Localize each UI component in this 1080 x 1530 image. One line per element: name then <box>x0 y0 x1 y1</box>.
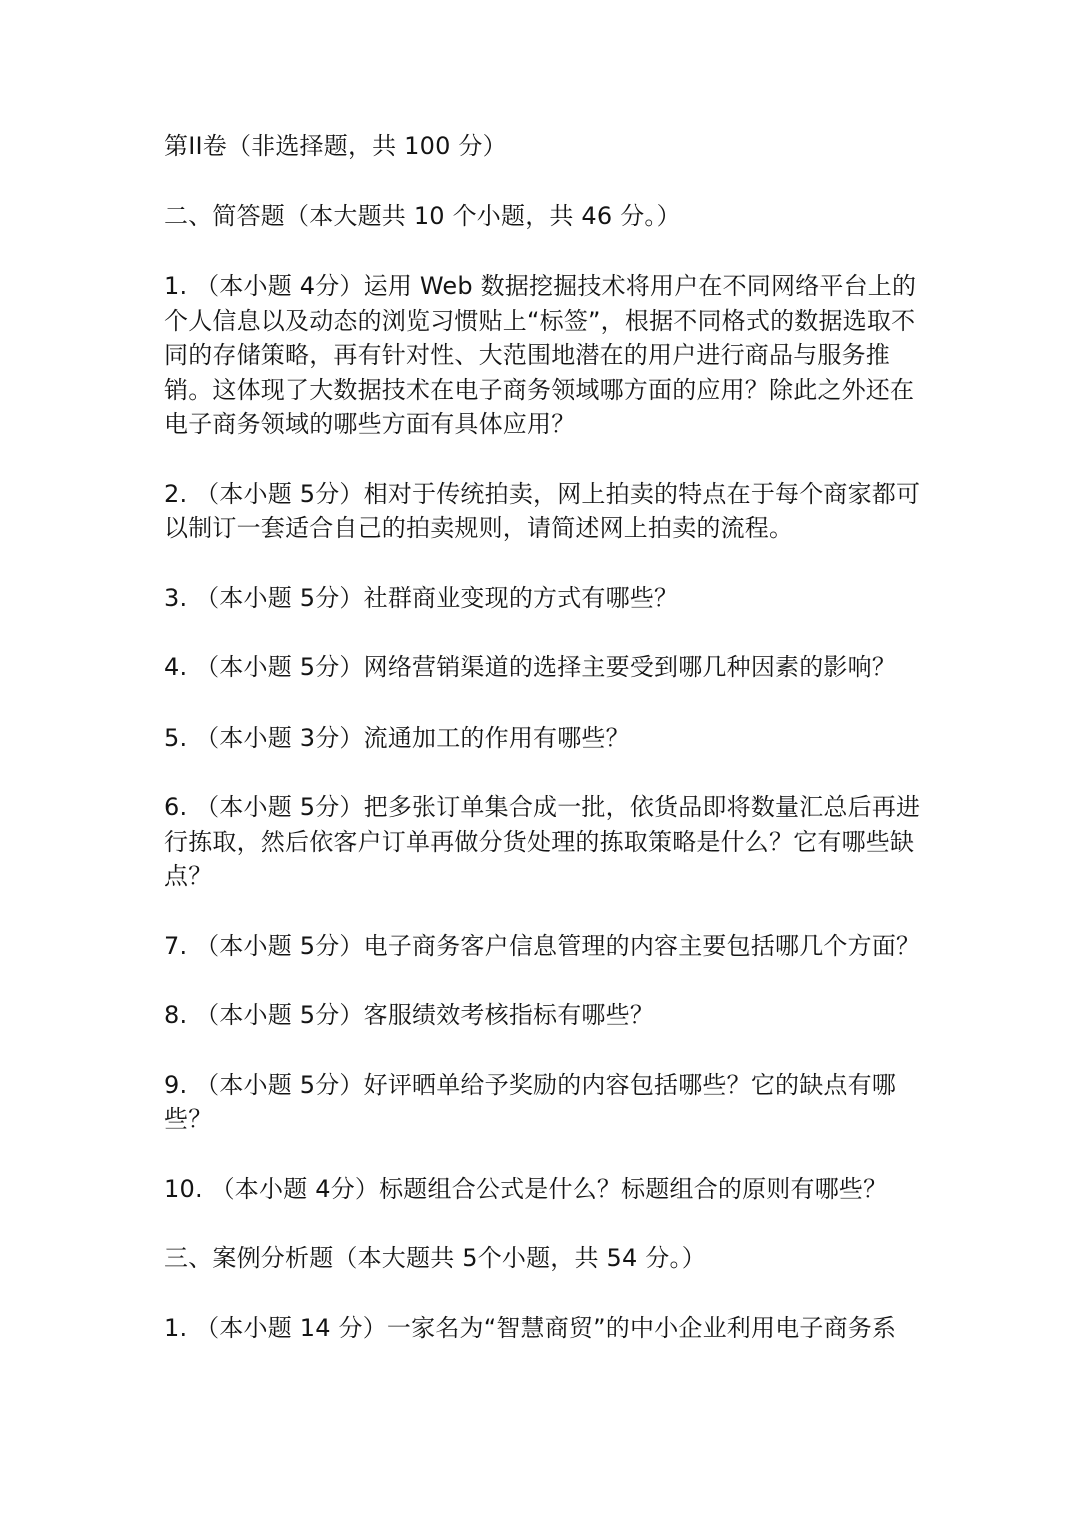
question-10: 10. （本小题 4分）标题组合公式是什么？标题组合的原则有哪些？ <box>164 1174 888 1203</box>
exam-page <box>164 129 924 1345</box>
question-8: 8. （本小题 5分）客服绩效考核指标有哪些？ <box>164 1001 655 1029</box>
question-1: 1. （本小题 4分）运用 Web 数据挖掘技术将用户在不同网络平台上的个人信息以及动态的浏览习惯贴上“标签”，根据不同格式的数据选取不同的存储策略，再有针对性、大范围地潜在的用户进行商品与服务推销。这体现了大数据技术在电子商务领域哪方面的应用？除此之外还在电子商务领域的哪些方面有具体应用？ <box>164 272 917 438</box>
question-3: 3. （本小题 5分）社群商业变现的方式有哪些？ <box>164 583 679 612</box>
question-5: 5. （本小题 3分）流通加工的作用有哪些？ <box>164 723 630 752</box>
question-7: 7. （本小题 5分）电子商务客户信息管理的内容主要包括哪几个方面？ <box>164 931 921 960</box>
case-question-1: 1. （本小题 14 分）一家名为“智慧商贸”的中小企业利用电子商务系 <box>164 1313 897 1342</box>
section-two-heading: 二、简答题（本大题共 10 个小题，共 46 分。） <box>164 201 681 230</box>
question-4: 4. （本小题 5分）网络营销渠道的选择主要受到哪几种因素的影响？ <box>164 653 897 681</box>
question-6: 6. （本小题 5分）把多张订单集合成一批，依货品即将数量汇总后再进行拣取，然后依客户订单再做分货处理的拣取策略是什么？它有哪些缺点？ <box>164 793 921 890</box>
section-three-heading: 三、案例分析题（本大题共 5个小题，共 54 分。） <box>164 1244 706 1272</box>
question-2: 2. （本小题 5分）相对于传统拍卖，网上拍卖的特点在于每个商家都可以制订一套适合自己的拍卖规则，请简述网上拍卖的流程。 <box>164 479 921 542</box>
volume-title: 第II卷（非选择题，共 100 分） <box>164 132 507 160</box>
question-9: 9. （本小题 5分）好评晒单给予奖励的内容包括哪些？它的缺点有哪些？ <box>164 1070 897 1133</box>
